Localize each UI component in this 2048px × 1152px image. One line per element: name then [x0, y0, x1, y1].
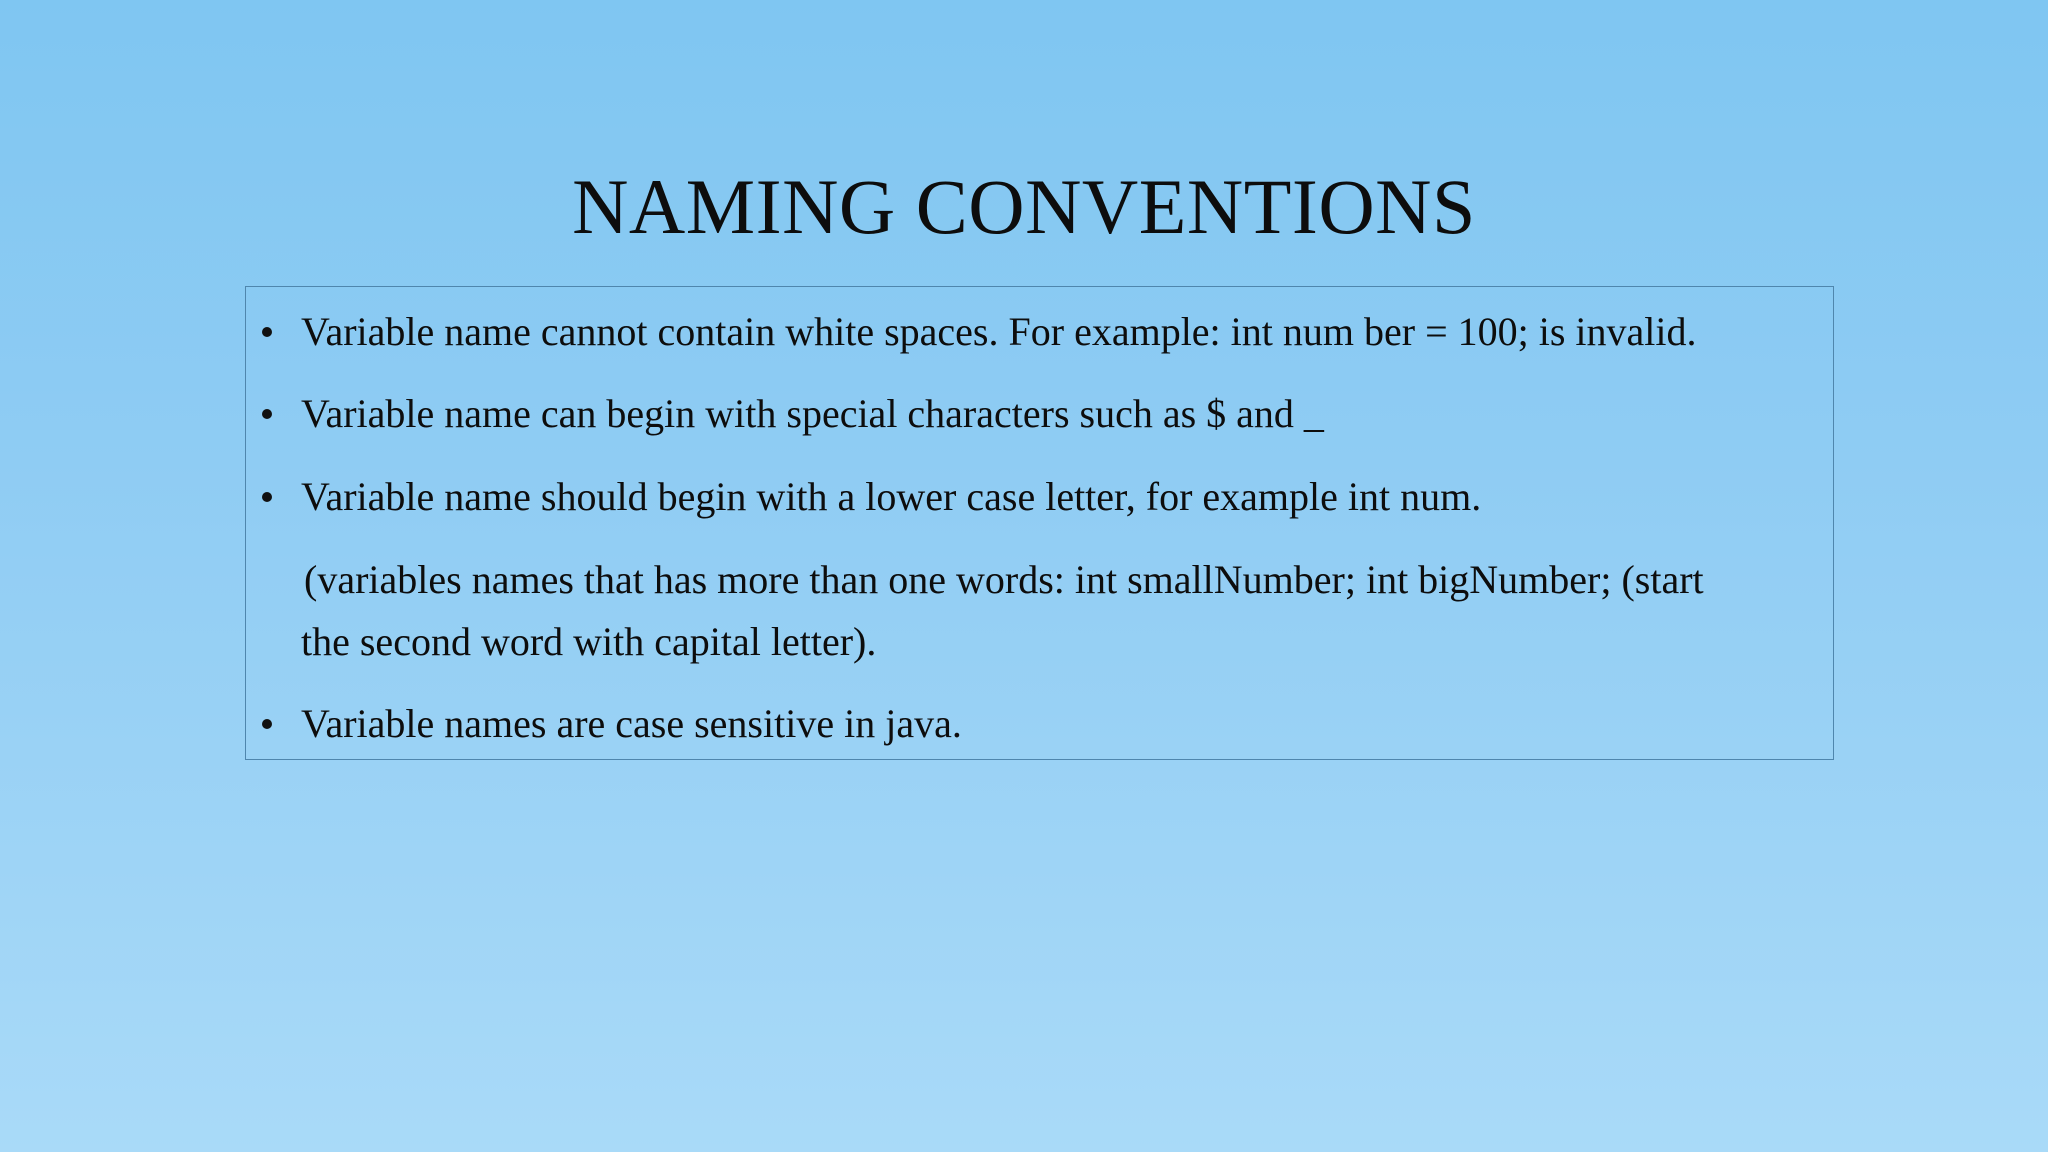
- bullet-item-4: Variable names are case sensitive in java.: [301, 701, 962, 746]
- content-box: [245, 286, 1834, 760]
- note-line-1: (variables names that has more than one words: int smallNumber; int bigNumber; (start: [304, 557, 1704, 602]
- bullet-item-2: Variable name can begin with special characters such as $ and _: [301, 391, 1324, 436]
- bullet-icon: [262, 327, 272, 337]
- note-line-2: the second word with capital letter).: [301, 619, 877, 664]
- bullet-item-1: Variable name cannot contain white spaces. For example: int num ber = 100; is invalid.: [301, 309, 1697, 354]
- slide-title: NAMING CONVENTIONS: [572, 163, 1476, 250]
- bullet-icon: [262, 492, 272, 502]
- bullet-icon: [262, 719, 272, 729]
- bullet-item-3: Variable name should begin with a lower case letter, for example int num.: [301, 474, 1482, 519]
- bullet-icon: [262, 409, 272, 419]
